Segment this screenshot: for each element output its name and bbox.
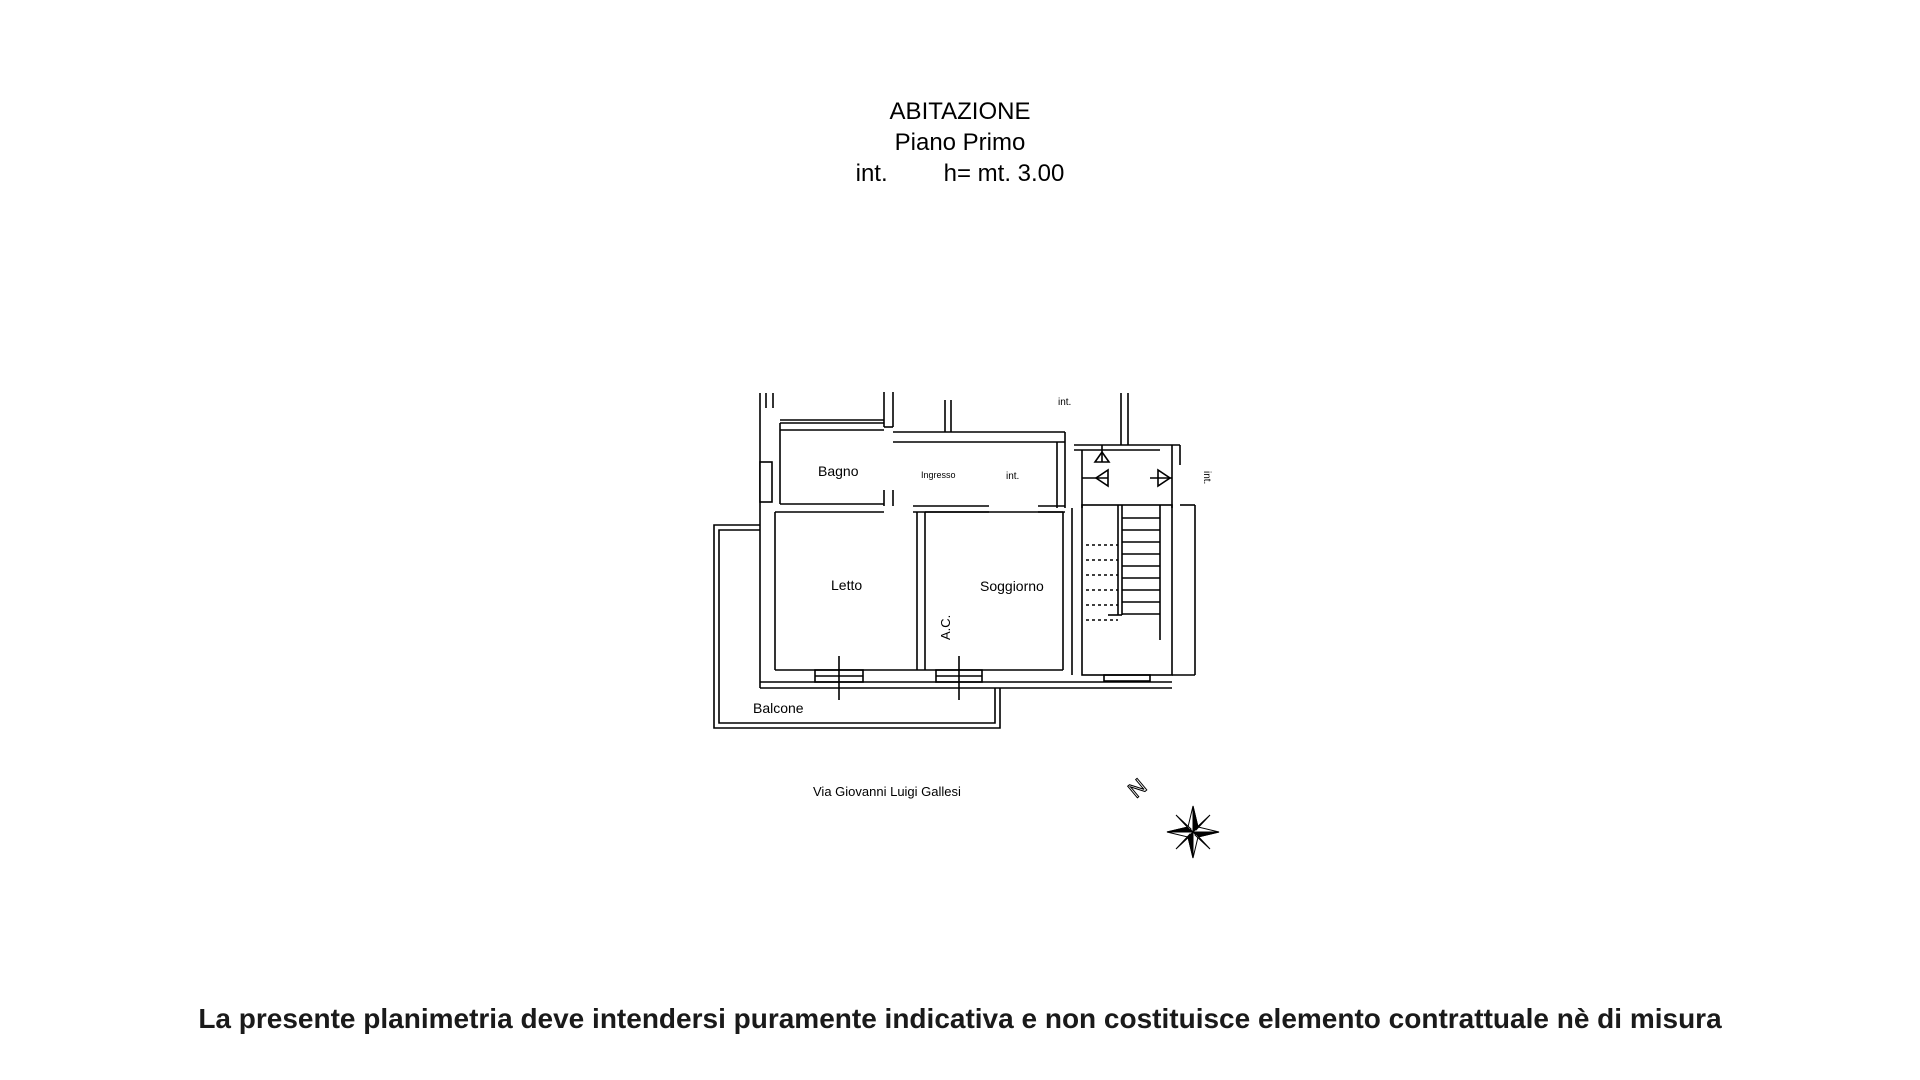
door-arrows	[1082, 445, 1172, 486]
bagno-room	[780, 392, 893, 506]
plan-title: ABITAZIONE	[889, 98, 1031, 125]
room-label-ingresso-int: int.	[1006, 471, 1020, 482]
stairwell	[1074, 393, 1195, 681]
north-compass	[1123, 773, 1219, 858]
room-label-balcone: Balcone	[753, 700, 804, 716]
left-exterior-wall	[760, 393, 773, 688]
soggiorno-window	[936, 656, 982, 700]
north-letter: N	[1123, 773, 1152, 803]
street-label: Via Giovanni Luigi Gallesi	[813, 784, 961, 799]
room-label-ingresso: Ingresso	[921, 470, 956, 480]
floor-label: Piano Primo	[894, 129, 1026, 156]
letto-window	[815, 656, 863, 700]
int-label-top: int.	[1058, 397, 1072, 408]
balcone	[714, 525, 1000, 728]
int-label-right: int.	[1201, 471, 1212, 485]
ingresso-area	[893, 400, 1065, 512]
height-label: h= mt. 3.00	[943, 160, 1065, 187]
compass-rose-icon	[1167, 806, 1219, 858]
ac-label: A.C.	[938, 614, 953, 640]
unit-label: int.	[855, 160, 888, 187]
room-label-bagno: Bagno	[818, 463, 859, 479]
disclaimer: La presente planimetria deve intendersi puramente indicativa e non costituisce elemento contrattuale nè di misura	[198, 1003, 1722, 1034]
room-label-letto: Letto	[831, 577, 863, 593]
room-label-soggiorno: Soggiorno	[980, 578, 1044, 594]
